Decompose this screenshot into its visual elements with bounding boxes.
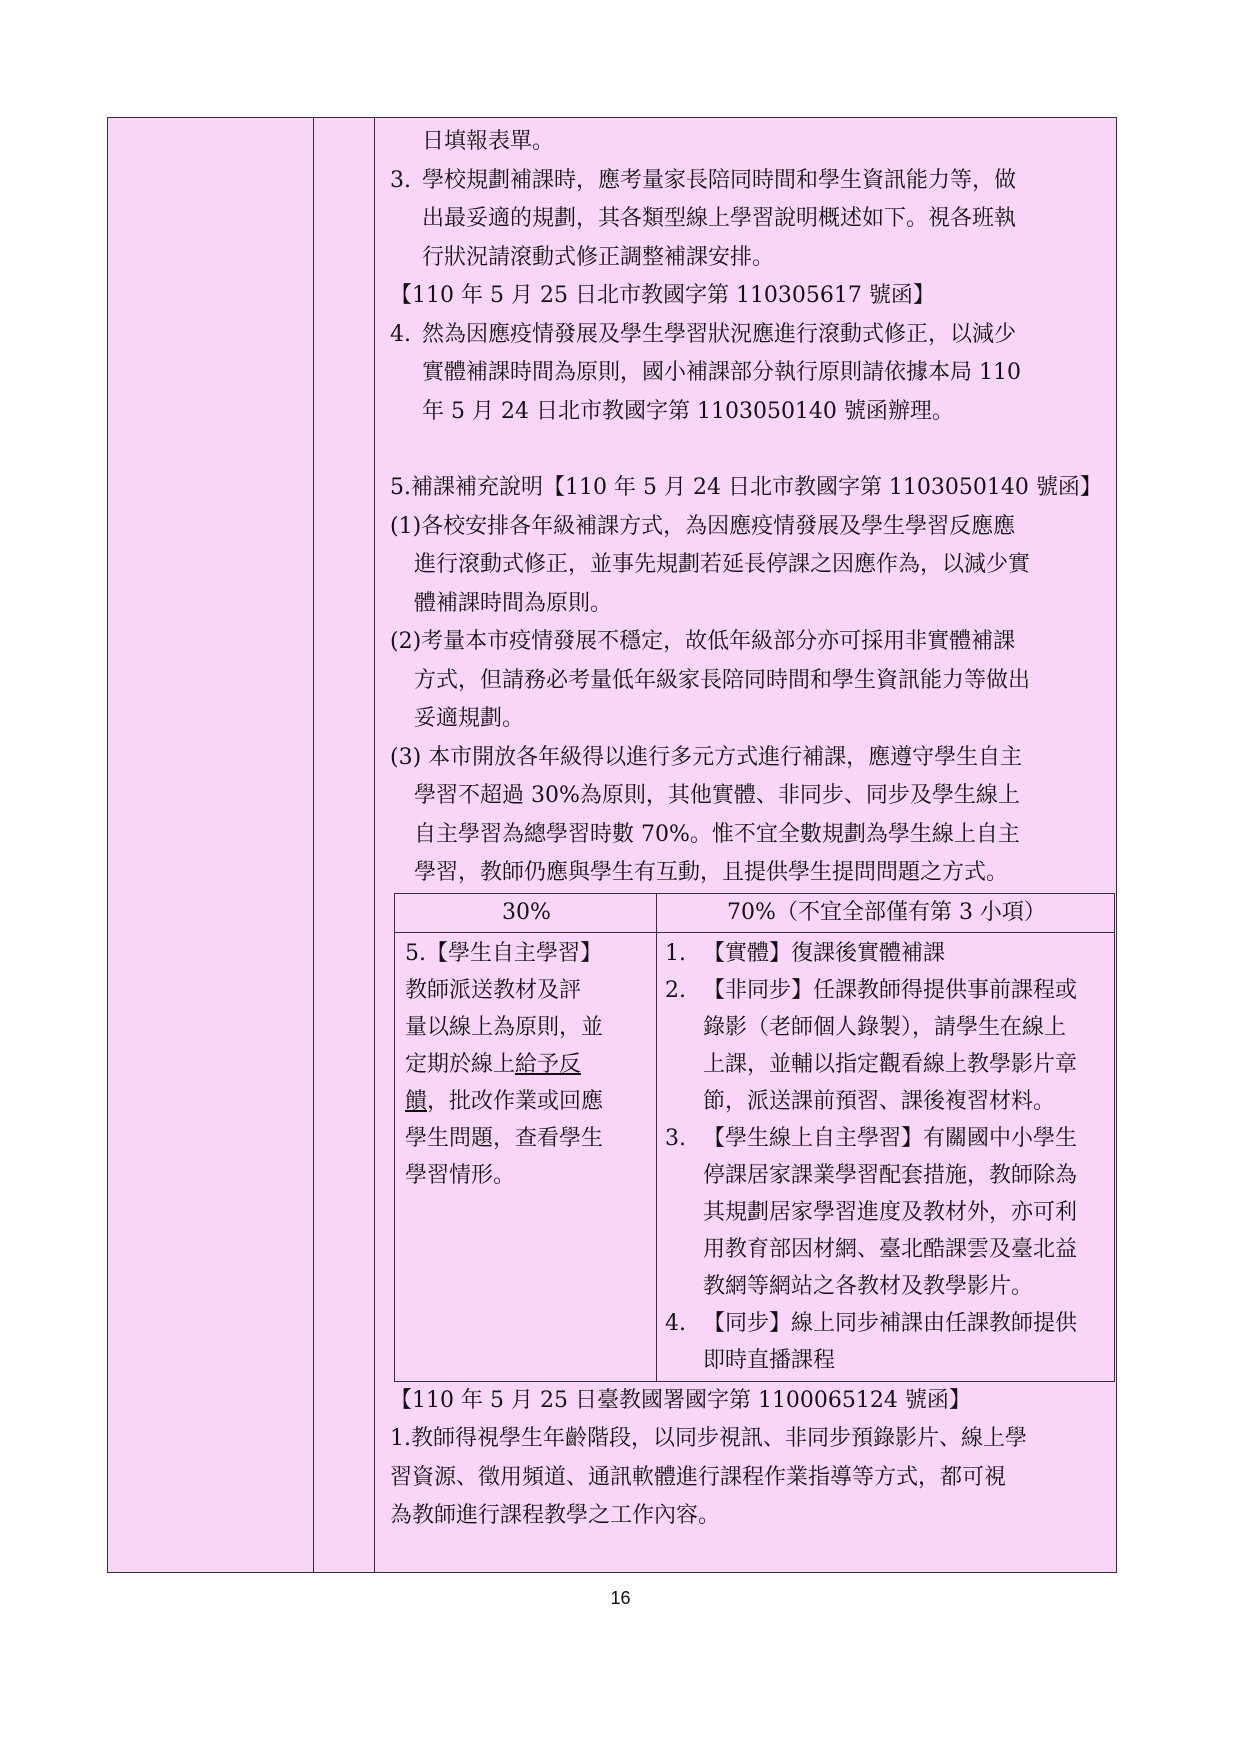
item-line: 實體補課時間為原則，國小補課部分執行原則請依據本局 110 <box>422 360 1021 385</box>
subitem-line: 方式，但請務必考量低年級家長陪同時間和學生資訊能力等做出 <box>414 667 1031 693</box>
item-5-heading: 5.補課補充說明【110 年 5 月 24 日北市教國字第 1103050140 號函】 <box>390 475 1102 500</box>
reference-note: 【110 年 5 月 25 日臺教國署國字第 1100065124 號函】 <box>390 1387 971 1413</box>
learning-mode-table <box>394 893 1115 1382</box>
subitem-line: (1)各校安排各年級補課方式，為因應疫情發展及學生學習反應應 <box>390 513 1016 539</box>
item-line: 出最妥適的規劃，其各類型線上學習說明概述如下。視各班執 <box>422 206 1017 231</box>
cell-line: 教師派送教材及評 <box>405 977 582 1003</box>
mode-line: 即時直播課程 <box>703 1347 836 1373</box>
column-divider-1 <box>313 118 314 1572</box>
subitem-line: 自主學習為總學習時數 70%。惟不宜全數規劃為學生線上自主 <box>414 821 1020 847</box>
cell-line <box>405 1046 648 1083</box>
mode-item-3 <box>665 1120 1108 1305</box>
mode-item-4 <box>665 1305 1108 1379</box>
subitem-3 <box>376 739 1116 893</box>
subitem-line: 體補課時間為原則。 <box>414 590 613 616</box>
reference-note: 【110 年 5 月 25 日北市教國字第 110305617 號函】 <box>390 283 935 308</box>
paragraph-line: 為教師進行課程教學之工作內容。 <box>390 1503 721 1528</box>
content-table <box>107 117 1117 1573</box>
mode-item-2 <box>665 972 1108 1120</box>
subitem-2 <box>376 623 1116 739</box>
subitem-line: 妥適規劃。 <box>414 706 525 731</box>
cell-line: 量以線上為原則，並 <box>405 1014 604 1040</box>
header-30-percent: 30% <box>395 893 657 932</box>
mode-line: 錄影（老師個人錄製），請學生在線上 <box>703 1014 1067 1040</box>
header-70-percent: 70%（不宜全部僅有第 3 小項） <box>657 893 1115 932</box>
item-number: 3. <box>390 167 411 193</box>
mode-line: 【實體】復課後實體補課 <box>703 940 946 966</box>
mode-line: 節，派送課前預習、課後複習材料。 <box>703 1088 1056 1114</box>
cell-text: 定期於線上 <box>405 1051 516 1077</box>
self-learning-cell <box>395 932 657 1381</box>
subitem-line: 進行滾動式修正，並事先規劃若延長停課之因應作為，以減少實 <box>414 552 1031 577</box>
page-number: 16 <box>610 1588 631 1608</box>
line-continuation: 日填報表單。 <box>422 129 555 154</box>
subitem-1 <box>376 508 1116 624</box>
cell-line: 5.【學生自主學習】 <box>405 940 602 966</box>
column-divider-2 <box>374 118 375 1572</box>
cell-line: 學習情形。 <box>405 1162 516 1188</box>
paragraph-line: 1.教師得視學生年齡階段，以同步視訊、非同步預錄影片、線上學 <box>390 1426 1027 1451</box>
subitem-line: (2)考量本市疫情發展不穩定，故低年級部分亦可採用非實體補課 <box>390 629 1016 654</box>
mode-line: 上課，並輔以指定觀看線上教學影片章 <box>703 1051 1078 1077</box>
mode-item-1 <box>665 935 1108 972</box>
cell-text: ，批改作業或回應 <box>427 1088 604 1114</box>
other-modes-cell <box>657 932 1115 1381</box>
cell-line <box>405 1083 648 1120</box>
mode-line: 其規劃居家學習進度及教材外，亦可利 <box>703 1199 1078 1225</box>
item-number: 4. <box>390 321 411 347</box>
subitem-line: (3) 本市開放各年級得以進行多元方式進行補課，應遵守學生自主 <box>390 744 1023 770</box>
item-number: 1. <box>665 940 686 966</box>
cell-line: 學生問題，查看學生 <box>405 1125 604 1151</box>
item-4 <box>376 316 1116 432</box>
subitem-line: 學習不超過 30%為原則，其他實體、非同步、同步及學生線上 <box>414 783 1020 808</box>
mode-line: 【同步】線上同步補課由任課教師提供 <box>703 1310 1078 1336</box>
item-line: 然為因應疫情發展及學生學習狀況應進行滾動式修正，以減少 <box>422 321 1017 347</box>
item-3 <box>376 162 1116 278</box>
content-cell <box>376 118 1116 1572</box>
mode-line: 教網等網站之各教材及教學影片。 <box>703 1273 1034 1299</box>
paragraph-line: 習資源、徵用頻道、通訊軟體進行課程作業指導等方式，都可視 <box>390 1464 1007 1490</box>
item-number: 2. <box>665 977 686 1003</box>
mode-line: 用教育部因材網、臺北酷課雲及臺北益 <box>703 1236 1078 1262</box>
subitem-line: 學習，教師仍應與學生有互動，且提供學生提問問題之方式。 <box>414 860 1009 885</box>
item-number: 3. <box>665 1125 686 1151</box>
mode-line: 【學生線上自主學習】有關國中小學生 <box>703 1125 1078 1151</box>
item-line: 行狀況請滾動式修正調整補課安排。 <box>422 244 775 270</box>
item-line: 年 5 月 24 日北市教國字第 1103050140 號函辦理。 <box>422 398 954 424</box>
underlined-text: 饋 <box>405 1088 428 1114</box>
mode-line: 【非同步】任課教師得提供事前課程或 <box>703 977 1078 1003</box>
item-number: 4. <box>665 1310 686 1336</box>
item-line: 學校規劃補課時，應考量家長陪同時間和學生資訊能力等，做 <box>422 167 1017 193</box>
underlined-text: 給予反 <box>515 1051 582 1077</box>
mode-line: 停課居家課業學習配套措施，教師除為 <box>703 1162 1078 1188</box>
